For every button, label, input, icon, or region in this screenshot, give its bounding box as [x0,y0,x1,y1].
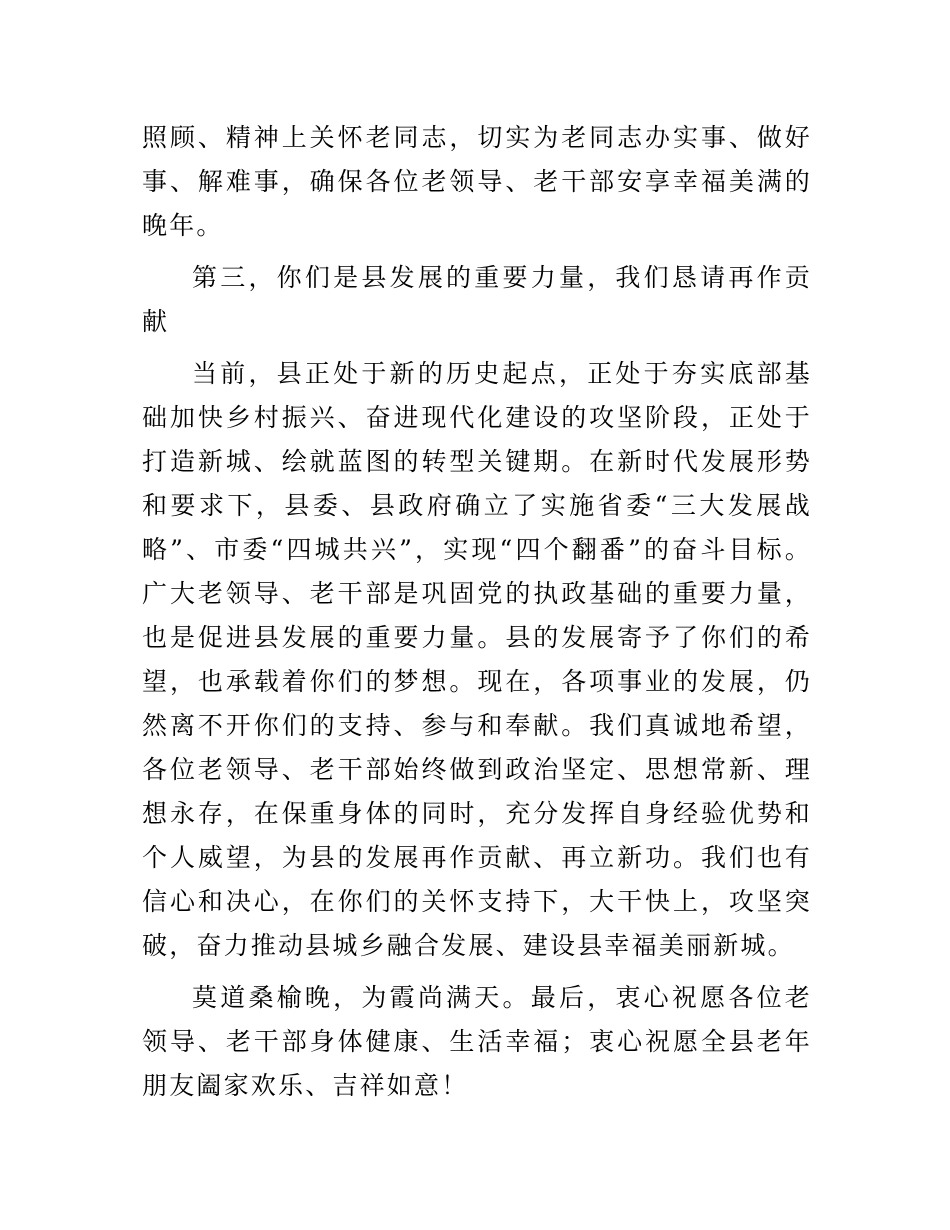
paragraph-closing: 莫道桑榆晚，为霞尚满天。最后，衷心祝愿各位老领导、老干部身体健康、生活幸福；衷心祝愿全县老年朋友阖家欢乐、吉祥如意！ [142,983,812,1100]
document-body [142,116,812,1116]
paragraph-continuation: 照顾、精神上关怀老同志，切实为老同志办实事、做好事、解难事，确保各位老领导、老干部安享幸福美满的晚年。 [142,123,812,240]
paragraph-body: 当前，县正处于新的历史起点，正处于夯实底部基础加快乡村振兴、奋进现代化建设的攻坚阶段，正处于打造新城、绘就蓝图的转型关键期。在新时代发展形势和要求下，县委、县政府确立了实施省委“三大发展战略”、市委“四城共兴”，实现“四个翻番”的奋斗目标。广大老领导、老干部是巩固党的执政基础的重要力量，也是促进县发展的重要力量。县的发展寄予了你们的希望，也承载着你们的梦想。现在，各项事业的发展，仍然离不开你们的支持、参与和奉献。我们真诚地希望，各位老领导、老干部始终做到政治坚定、思想常新、理想永存，在保重身体的同时，充分发挥自身经验优势和个人威望，为县的发展再作贡献、再立新功。我们也有信心和决心，在你们的关怀支持下，大干快上，攻坚突破，奋力推动县城乡融合发展、建设县幸福美丽新城。 [142,359,812,960]
paragraph-section-heading: 第三，你们是县发展的重要力量，我们恳请再作贡献 [142,263,812,336]
